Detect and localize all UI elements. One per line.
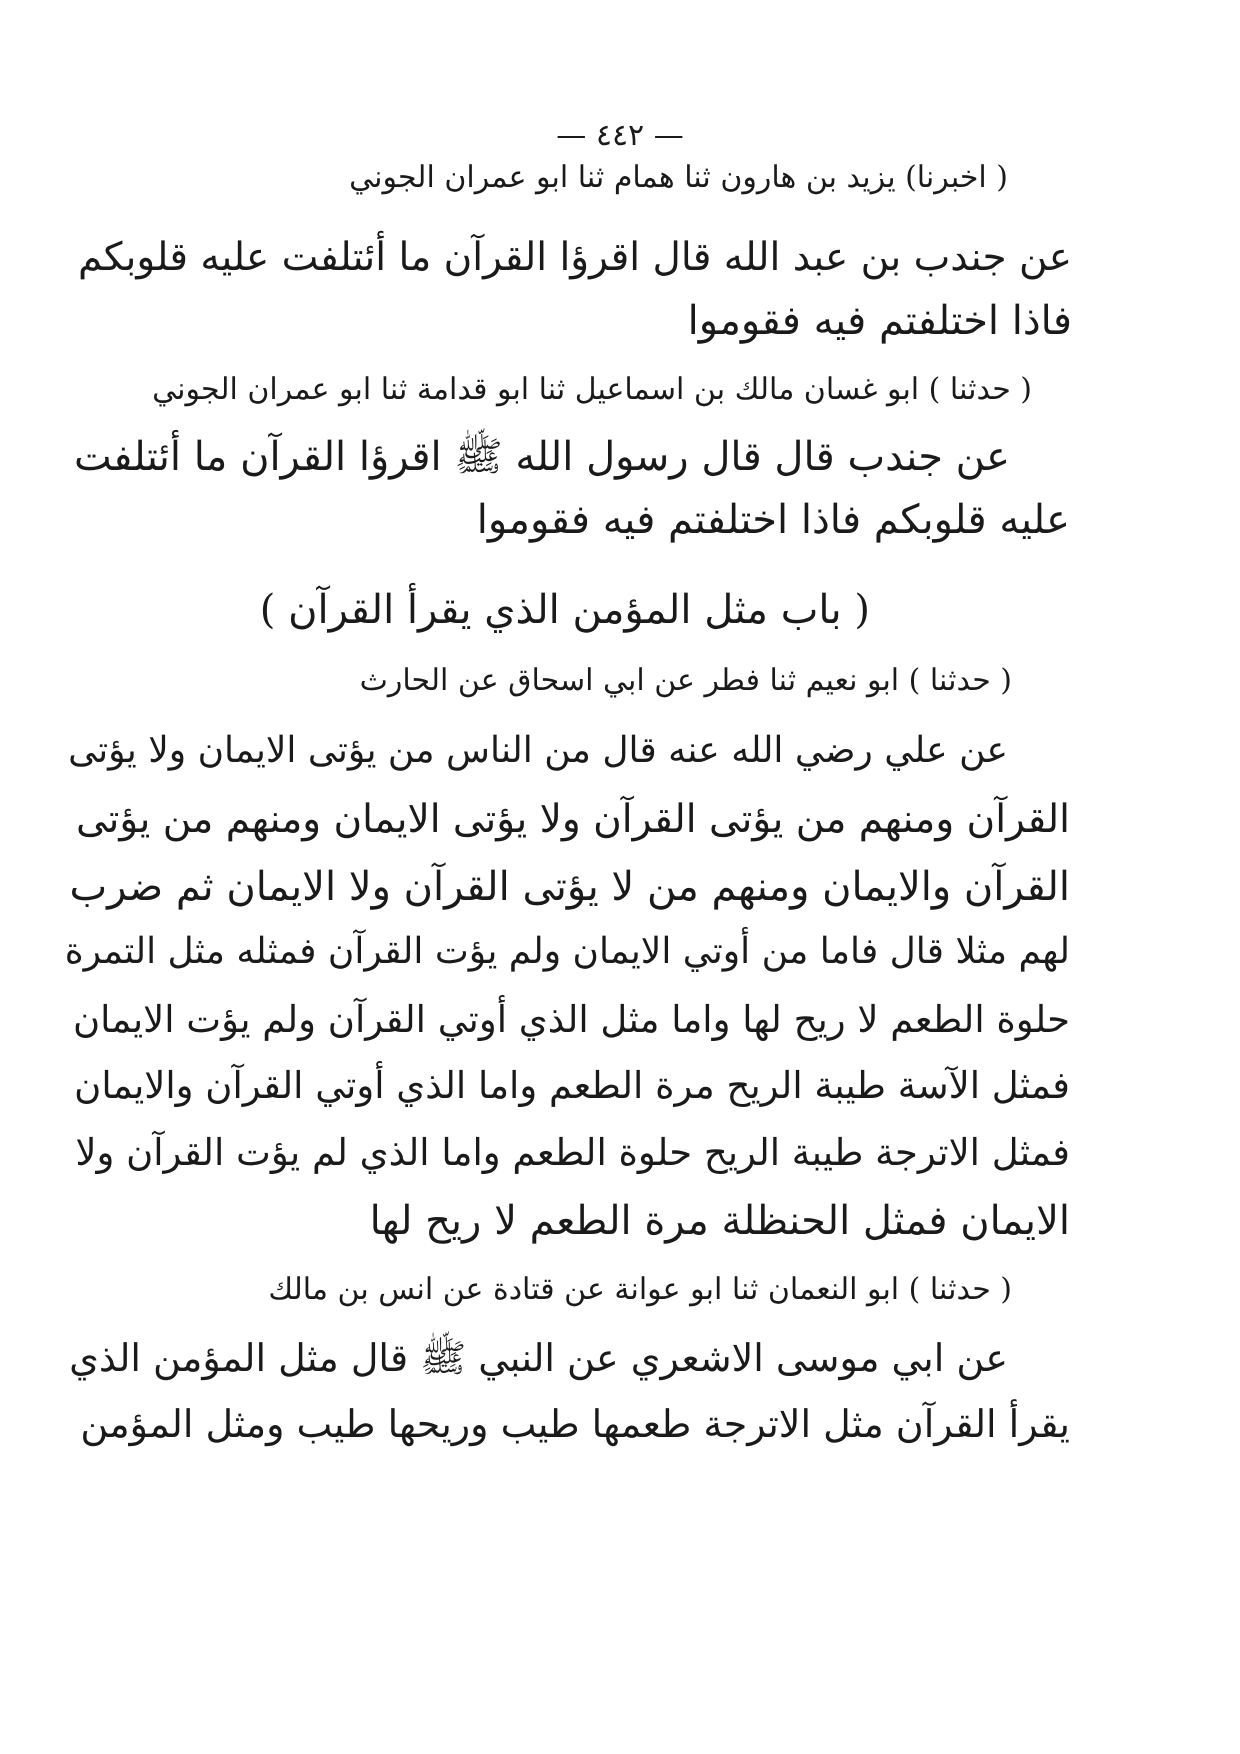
text-line: لهم مثلا قال فاما من أوتي الايمان ولم يؤت القرآن فمثله مثل التمرة xyxy=(64,931,1070,972)
text-line: القرآن ومنهم من يؤتى القرآن ولا يؤتى الايمان ومنهم من يؤتى xyxy=(75,797,1070,842)
text-line: القرآن والايمان ومنهم من لا يؤتى القرآن ولا الايمان ثم ضرب xyxy=(69,864,1070,910)
text-line: يقرأ القرآن مثل الاترجة طعمها طيب وريحها طيب ومثل المؤمن xyxy=(80,1402,1070,1446)
text-line: عليه قلوبكم فاذا اختلفتم فيه فقوموا xyxy=(476,497,1070,543)
chapter-heading: ( باب مثل المؤمن الذي يقرأ القرآن ) xyxy=(259,587,870,633)
isnad-line: ( اخبرنا) يزيد بن هارون ثنا همام ثنا ابو عمران الجوني xyxy=(349,160,1008,195)
text-line: عن ابي موسى الاشعري عن النبي ﷺ قال مثل المؤمن الذي xyxy=(69,1336,1008,1380)
isnad-line: ( حدثنا ) ابو النعمان ثنا ابو عوانة عن قتادة عن انس بن مالك xyxy=(268,1272,1012,1307)
text-line: فمثل الآسة طيبة الريح مرة الطعم واما الذي أوتي القرآن والايمان xyxy=(74,1064,1070,1107)
text-line: حلوة الطعم لا ريح لها واما مثل الذي أوتي القرآن ولم يؤت الايمان xyxy=(72,998,1070,1041)
text-line: الايمان فمثل الحنظلة مرة الطعم لا ريح لها xyxy=(369,1198,1070,1244)
page-number: — ٤٤٢ — xyxy=(556,118,684,153)
isnad-line: ( حدثنا ) ابو غسان مالك بن اسماعيل ثنا ابو قدامة ثنا ابو عمران الجوني xyxy=(152,372,1032,407)
text-line: عن جندب بن عبد الله قال اقرؤا القرآن ما أئتلفت عليه قلوبكم xyxy=(77,235,1072,280)
isnad-line: ( حدثنا ) ابو نعيم ثنا فطر عن ابي اسحاق عن الحارث xyxy=(359,663,1012,698)
text-line: فمثل الاترجة طيبة الريح حلوة الطعم واما الذي لم يؤت القرآن ولا xyxy=(75,1131,1070,1174)
text-line: فاذا اختلفتم فيه فقوموا xyxy=(687,298,1072,344)
text-line: عن علي رضي الله عنه قال من الناس من يؤتى الايمان ولا يؤتى xyxy=(68,730,1008,771)
text-line: عن جندب قال قال رسول الله ﷺ اقرؤا القرآن ما أئتلفت xyxy=(73,434,1010,480)
